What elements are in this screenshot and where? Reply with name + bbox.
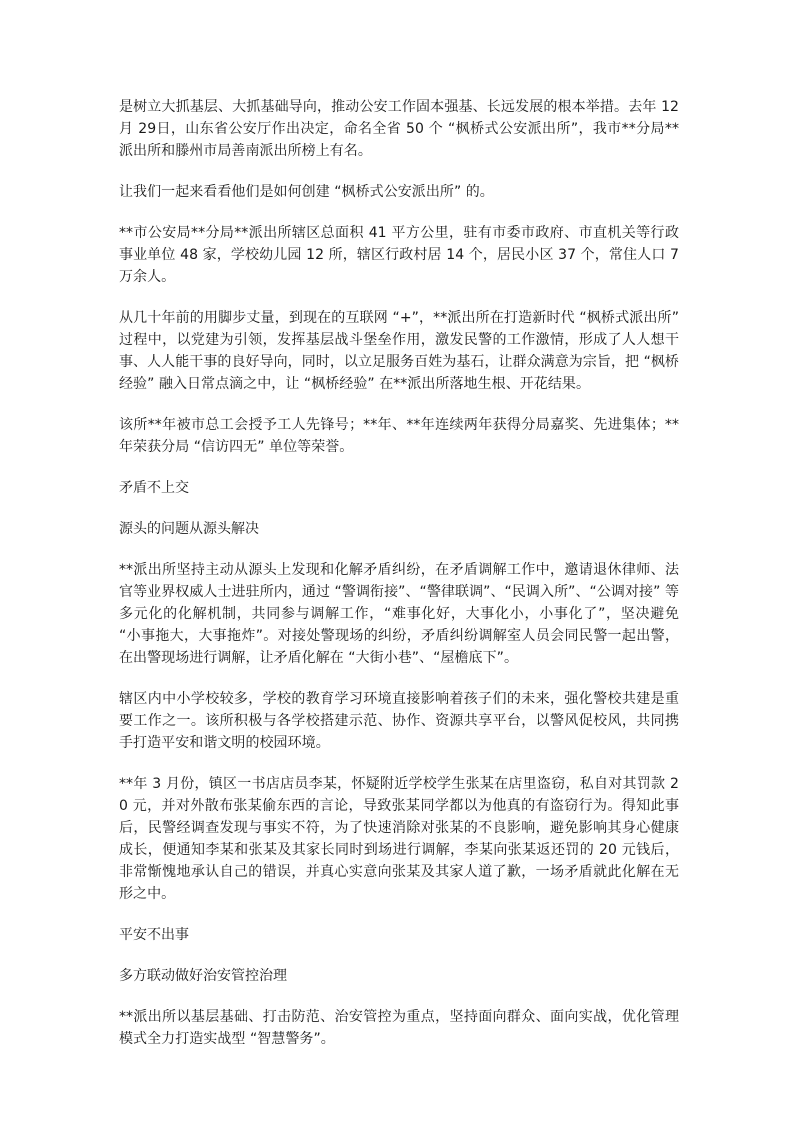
paragraph-case-example: **年 3 月份，镇区一书店店员李某，怀疑附近学校学生张某在店里盗窃，私自对其罚款 20 元，并对外散布张某偷东西的言论，导致张某同学都以为他真的有盗窃行为。得知此事后，民警经调查发现与事实不符，为了快速消除对张某的不良影响，避免影响其身心健康成长，便通知李某和张某及其家长同时到场进行调解，李某向张某返还罚的 20 元钱后，非常惭愧地承认自己的错误，并真心实意向张某及其家人道了歉，一场矛盾就此化解在无形之中。 <box>119 776 679 902</box>
paragraph-honors: 该所**年被市总工会授予工人先锋号；**年、**年连续两年获得分局嘉奖、先进集体；**年荣获分局 “信访四无” 单位等荣誉。 <box>119 417 679 455</box>
paragraph-mediation: **派出所坚持主动从源头上发现和化解矛盾纠纷，在矛盾调解工作中，邀请退休律师、法官等业界权威人士进驻所内，通过 “警调衔接”、“警律联调”、“民调入所”、“公调对接” 等多元化的化解机制，共同参与调解工作，“难事化好，大事化小，小事化了”，坚决避免 “小事拖大，大事拖炸”。对接处警现场的纠纷，矛盾纠纷调解室人员会同民警一起出警，在出警现场进行调解，让矛盾化解在 “大街小巷”、“屋檐底下”。 <box>119 562 679 666</box>
document-body <box>119 96 679 1069</box>
section-heading-safety: 平安不出事 <box>119 927 189 943</box>
section-subheading-linkage: 多方联动做好治安管控治理 <box>119 968 287 984</box>
section-subheading-source: 源头的问题从源头解决 <box>119 521 259 537</box>
section-heading-contradictions: 矛盾不上交 <box>119 480 189 496</box>
paragraph-jurisdiction: **市公安局**分局**派出所辖区总面积 41 平方公里，驻有市委市政府、市直机关等行政事业单位 48 家，学校幼儿园 12 所，辖区行政村居 14 个，居民小区 37 个，常住人口 7 万余人。 <box>119 225 679 285</box>
paragraph-lead-in: 让我们一起来看看他们是如何创建 “枫桥式公安派出所” 的。 <box>119 184 494 200</box>
paragraph-schools: 辖区内中小学校较多，学校的教育学习环境直接影响着孩子们的未来，强化警校共建是重要工作之一。该所积极与各学校搭建示范、协作、资源共享平台，以警风促校风，共同携手打造平安和谐文明的校园环境。 <box>119 691 679 751</box>
paragraph-smart-policing: **派出所以基层基础、打击防范、治安管控为重点，坚持面向群众、面向实战，优化管理模式全力打造实战型 “智慧警务”。 <box>119 1009 679 1047</box>
paragraph-party-building: 从几十年前的用脚步丈量，到现在的互联网 “+”，**派出所在打造新时代 “枫桥式派出所” 过程中，以党建为引领，发挥基层战斗堡垒作用，激发民警的工作激情，形成了人人想干事、人人能干事的良好导向，同时，以立足服务百姓为基石，让群众满意为宗旨，把 “枫桥经验” 融入日常点滴之中，让 “枫桥经验” 在**派出所落地生根、开花结果。 <box>119 310 679 392</box>
paragraph-intro: 是树立大抓基层、大抓基础导向，推动公安工作固本强基、长远发展的根本举措。去年 12 月 29日，山东省公安厅作出决定，命名全省 50 个 “枫桥式公安派出所”，我市**分局**派出所和滕州市局善南派出所榜上有名。 <box>119 99 679 159</box>
